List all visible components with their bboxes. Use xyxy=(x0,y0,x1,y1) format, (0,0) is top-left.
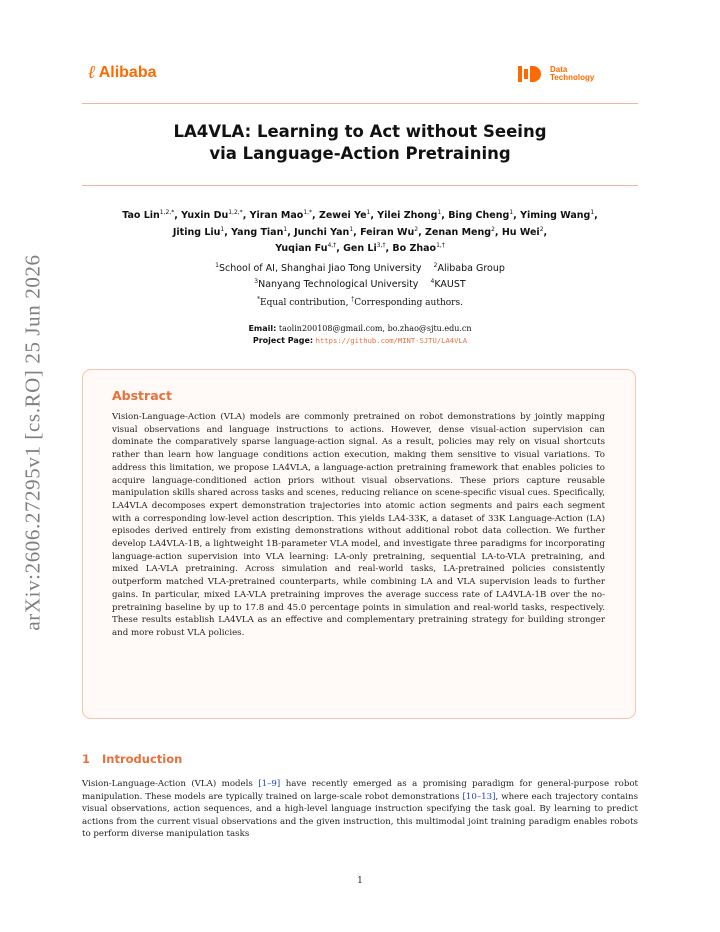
title-rule xyxy=(82,185,638,186)
paper-title-line2: via Language-Action Pretraining xyxy=(209,144,511,163)
author: Bing Cheng$^1$ xyxy=(448,209,514,222)
abstract-heading: Abstract xyxy=(112,388,173,403)
alibaba-logo xyxy=(88,62,157,83)
author: Tao Lin$^{1,2,*}$ xyxy=(122,209,175,222)
author: Gen $Li^{3,\dagger}$ xyxy=(343,242,386,255)
author: Junchi Yan$^1$ xyxy=(294,225,354,238)
email-address[interactable]: taolin200108@gmail.com, bo.zhao@sjtu.edu.cn xyxy=(278,324,472,333)
author: Yiming Wang$^1$ xyxy=(520,209,595,222)
affiliation: $^4$KAUST xyxy=(430,278,466,291)
introduction-heading: 1 Introduction xyxy=(82,752,183,766)
data-technology-line2: Technology xyxy=(550,73,595,82)
data-technology-line1: Data xyxy=(550,65,568,74)
project-page-label: Project Page: xyxy=(252,336,314,345)
paper-title-line1: LA4VLA: Learning to Act without Seeing xyxy=(173,122,547,141)
alibaba-logo-mark: ℓ xyxy=(88,62,96,82)
citation-link[interactable]: [1–9] xyxy=(258,779,281,789)
author: Feiran Wu$^2$ xyxy=(360,225,419,238)
data-technology-icon xyxy=(518,66,544,82)
author: Jiting Liu$^1$ xyxy=(172,225,225,238)
author-list: Tao Lin$^{1,2,*}$, Yuxin $Du^{1,2,*}$, Yiran Mao$^{1,*}$, Zewei Ye$^1$, Yilei Zhong$^1$, Bing Cheng$^1$, Yiming Wang$^1$, Jiting Liu$^1$, Yang Tian$^1$, Junchi Yan$^1$, Feiran Wu$^2$, Zenan Meng$^2$, Hu Wei$^2$, Yuqian $Fu^{4,\dagger}$, Gen $Li^{3,\dagger}$, Bo Zhao$^{1,\dagger}$ xyxy=(122,209,598,255)
alibaba-logo-text: Alibaba xyxy=(98,63,157,81)
header-rule xyxy=(82,103,638,104)
affiliations xyxy=(82,259,638,291)
author: Yang Tian$^1$ xyxy=(231,225,288,238)
project-page-link[interactable]: https://github.com/MINT-SJTU/LA4VLA xyxy=(315,336,468,345)
affiliation: $^1$School of AI, Shanghai Jiao Tong University xyxy=(215,262,422,275)
contribution-note: *Equal contribution, †Corresponding authors. xyxy=(257,296,463,308)
introduction-paragraph: Vision-Language-Action (VLA) models [1–9] have recently emerged as a promising paradigm for general-purpose robot manipulation. These models are typically trained on large-scale robot demonstrations [10–13], where each trajectory contains visual observations, action sequences, and a high-level language instruction specifying the task goal. By learning to predict actions from the current visual observations and the given instruction, this multimodal joint training paradigm enables robots to perform diverse manipulation tasks xyxy=(82,779,639,840)
paper-title xyxy=(82,121,638,165)
email-label: Email: xyxy=(248,324,277,333)
arxiv-identifier: arXiv:2606.27295v1 [cs.RO] 25 Jun 2026 xyxy=(20,254,45,631)
author: Yilei Zhong$^1$ xyxy=(377,209,442,222)
author: Yiran Mao$^{1,*}$ xyxy=(249,209,313,222)
abstract-text: Vision-Language-Action (VLA) models are commonly pretrained on robot demonstrations by jointly mapping visual observations and language instructions to actions. However, dense visual-action supervision can dominate the comparatively sparse language-action signal. As a result, policies may rely on visual shortcuts rather than learn how language conditions action execution, making them sensitive to visual variations. To address this limitation, we propose LA4VLA, a language-action pretraining framework that enables policies to acquire language-conditioned action priors without visual observations. These priors capture reusable manipulation skills shared across tasks and scenes, reducing reliance on scene-specific visual cues. Specifically, LA4VLA decomposes expert demonstration trajectories into atomic action segments and pairs each segment with a corresponding low-level action description. This yields LA4-33K, a dataset of 33K Language-Action (LA) episodes derived entirely from existing demonstrations without additional robot data collection. We further develop LA4VLA-1B, a lightweight 1B-parameter VLA model, and investigate three paradigms for incorporating language-action supervision into VLA learning: LA-only pretraining, sequential LA-to-VLA pretraining, and mixed LA-VLA pretraining. Across simulation and real-world tasks, LA-pretrained policies consistently outperform matched VLA-pretrained counterparts, while combining LA and VLA supervision leads to further gains. In particular, mixed LA-VLA pretraining improves the average success rate of LA4VLA-1B over the no-pretraining baseline by up to 17.8 and 45.0 percentage points in simulation and real-world tasks, respectively. These results establish LA4VLA as an effective and complementary pretraining strategy for building stronger and more robust VLA policies. xyxy=(112,412,605,638)
author: Hu Wei$^2$ xyxy=(501,225,544,238)
abstract-box xyxy=(82,369,636,719)
author: Yuxin $Du^{1,2,*}$ xyxy=(181,209,243,222)
contact-info xyxy=(82,323,638,347)
author: Zewei Ye$^1$ xyxy=(318,209,371,222)
author: Yuqian $Fu^{4,\dagger}$ xyxy=(275,242,337,255)
author: Bo Zhao$^{1,\dagger}$ xyxy=(392,242,445,255)
affiliation: $^2$Alibaba Group xyxy=(433,262,505,275)
page-number: 1 xyxy=(357,876,363,886)
affiliation: $^3$Nanyang Technological University xyxy=(254,278,419,291)
citation-link[interactable]: [10–13] xyxy=(462,791,496,802)
author: Zenan Meng$^2$ xyxy=(425,225,495,238)
data-technology-logo xyxy=(518,66,594,82)
